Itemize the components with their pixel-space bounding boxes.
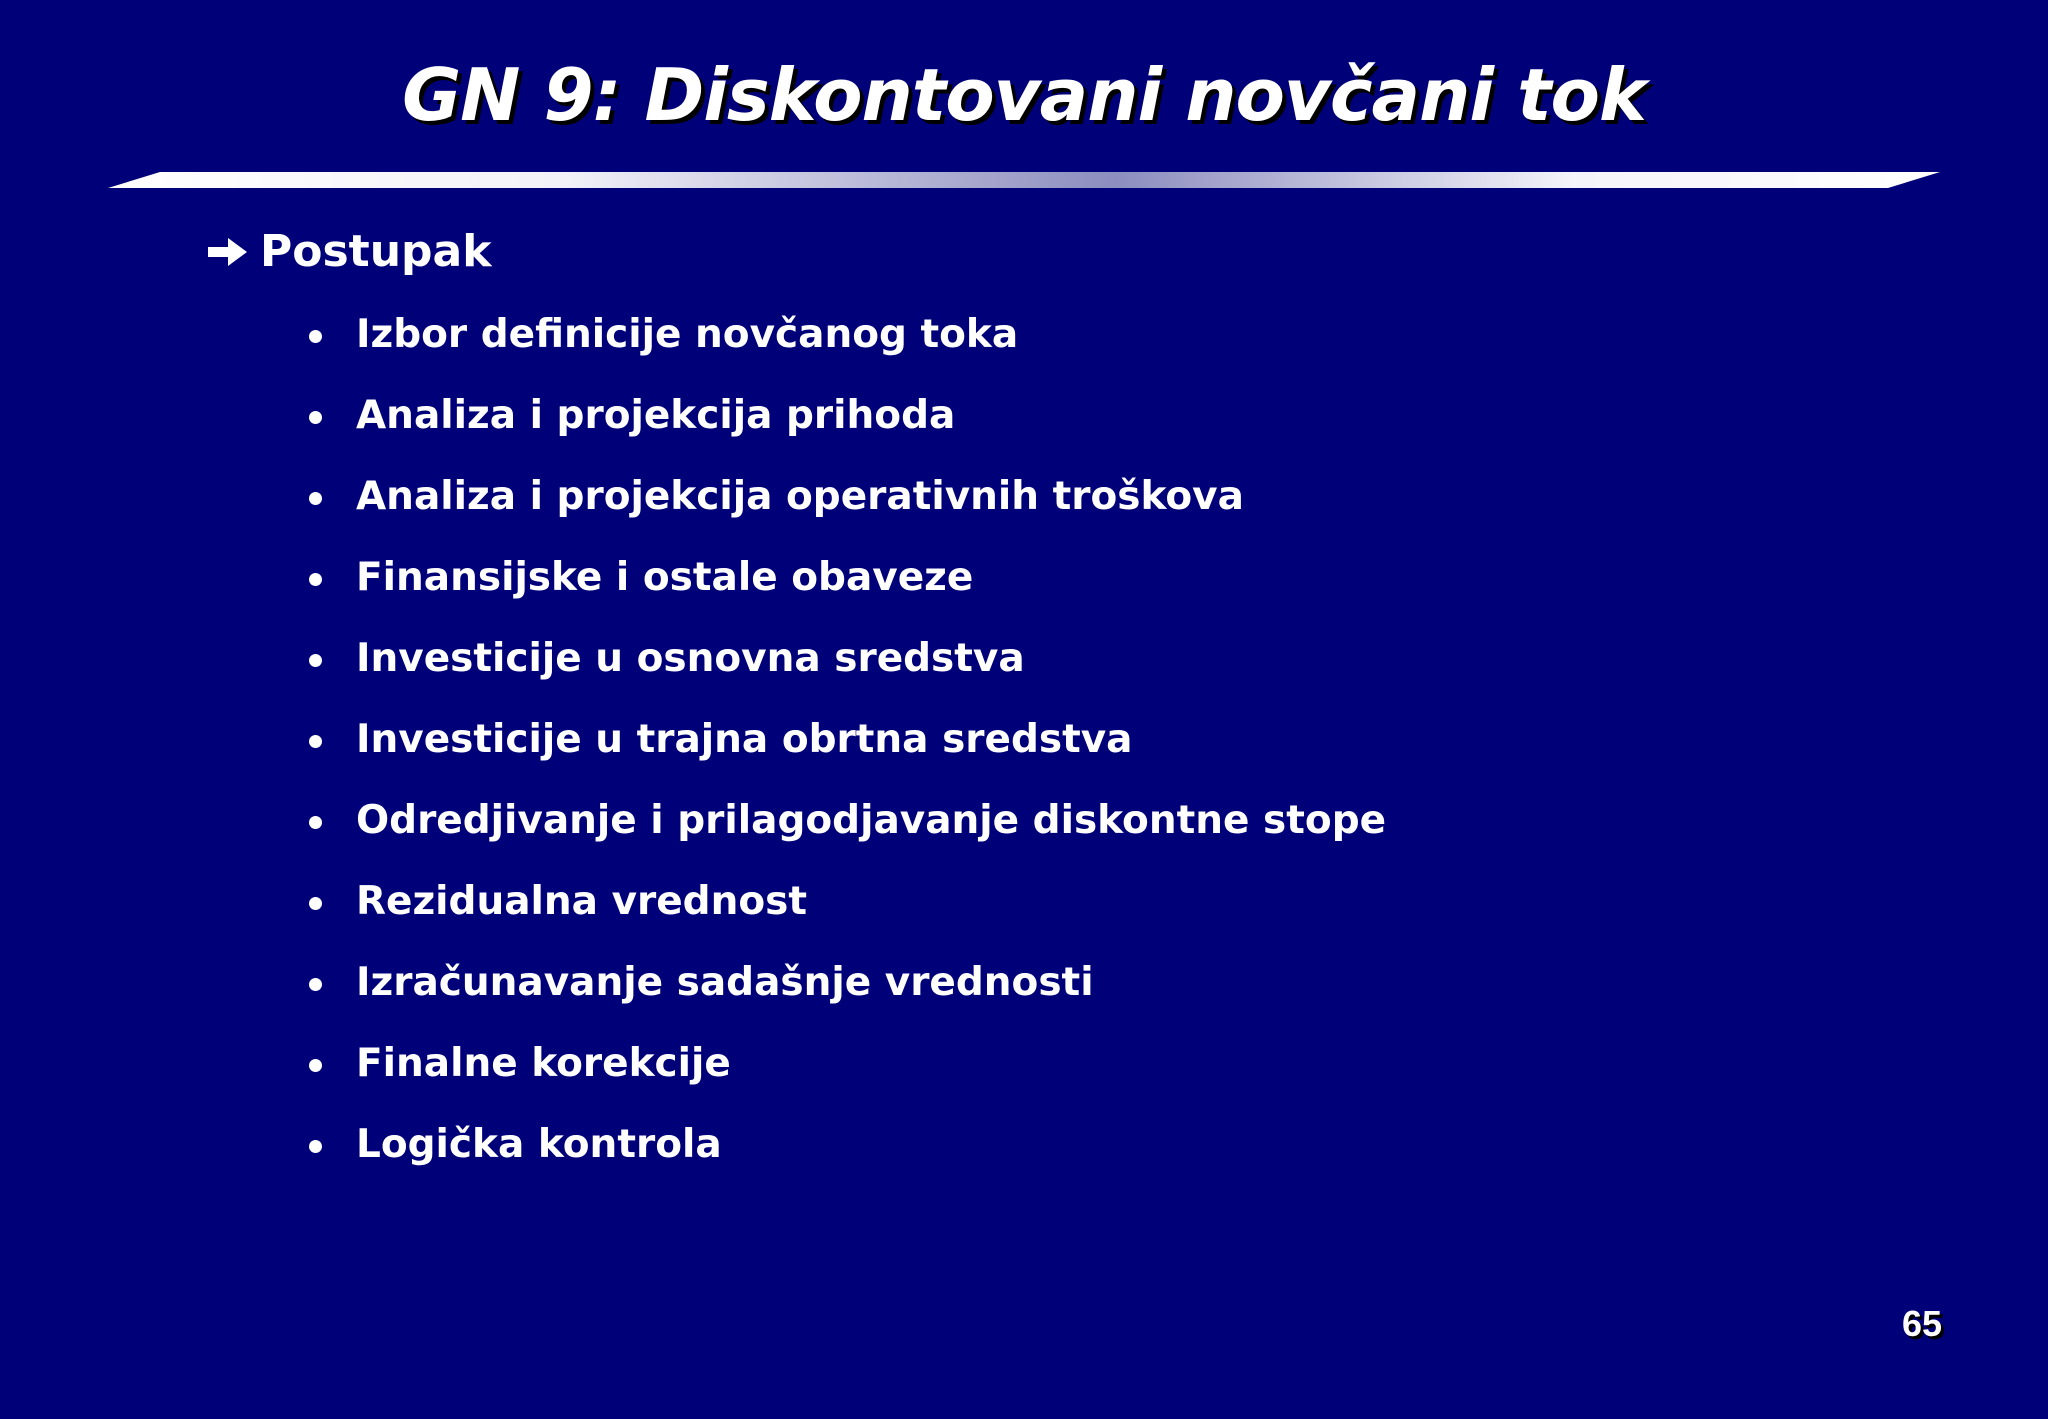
bullet-text: Rezidualna vrednost [356, 879, 808, 924]
bullet-dot-icon [309, 1140, 322, 1153]
bullet-text: Investicije u trajna obrtna sredstva [356, 717, 1133, 762]
bullet-item [306, 1112, 1386, 1193]
bullet-dot-icon [309, 411, 322, 424]
section-heading [206, 222, 491, 282]
right-arrow-icon [206, 235, 250, 269]
slide-title: GN 9: Diskontovani novčani tok [402, 53, 1646, 137]
bullet-item [306, 869, 1386, 950]
bullet-text: Analiza i projekcija prihoda [356, 393, 956, 438]
bullet-text: Finansijske i ostale obaveze [356, 555, 974, 600]
bullet-item [306, 707, 1386, 788]
bullet-text: Analiza i projekcija operativnih troškova [356, 474, 1244, 519]
bullet-text: Logička kontrola [356, 1122, 722, 1167]
bullet-dot-icon [309, 330, 322, 343]
bullet-item [306, 464, 1386, 545]
title-divider [108, 172, 1940, 188]
bullet-text: Odredjivanje i prilagodjavanje diskontne stope [356, 798, 1387, 843]
page-number: 65 [1901, 1303, 1942, 1344]
bullet-text: Investicije u osnovna sredstva [356, 636, 1025, 681]
bullet-dot-icon [309, 897, 322, 910]
bullet-item [306, 950, 1386, 1031]
bullet-dot-icon [309, 735, 322, 748]
bullet-text: Finalne korekcije [356, 1041, 731, 1086]
bullet-item [306, 302, 1386, 383]
bullet-text: Izračunavanje sadašnje vrednosti [356, 960, 1094, 1005]
bullet-item [306, 383, 1386, 464]
bullet-dot-icon [309, 816, 322, 829]
bullet-item [306, 788, 1386, 869]
bullet-dot-icon [309, 492, 322, 505]
bullet-dot-icon [309, 573, 322, 586]
section-heading-text: Postupak [260, 226, 492, 277]
bullet-item [306, 626, 1386, 707]
bullet-text: Izbor definicije novčanog toka [356, 312, 1019, 357]
bullet-item [306, 545, 1386, 626]
bullet-item [306, 1031, 1386, 1112]
bullet-dot-icon [309, 978, 322, 991]
bullet-dot-icon [309, 1059, 322, 1072]
bullet-dot-icon [309, 654, 322, 667]
bullet-list [306, 302, 1386, 1193]
